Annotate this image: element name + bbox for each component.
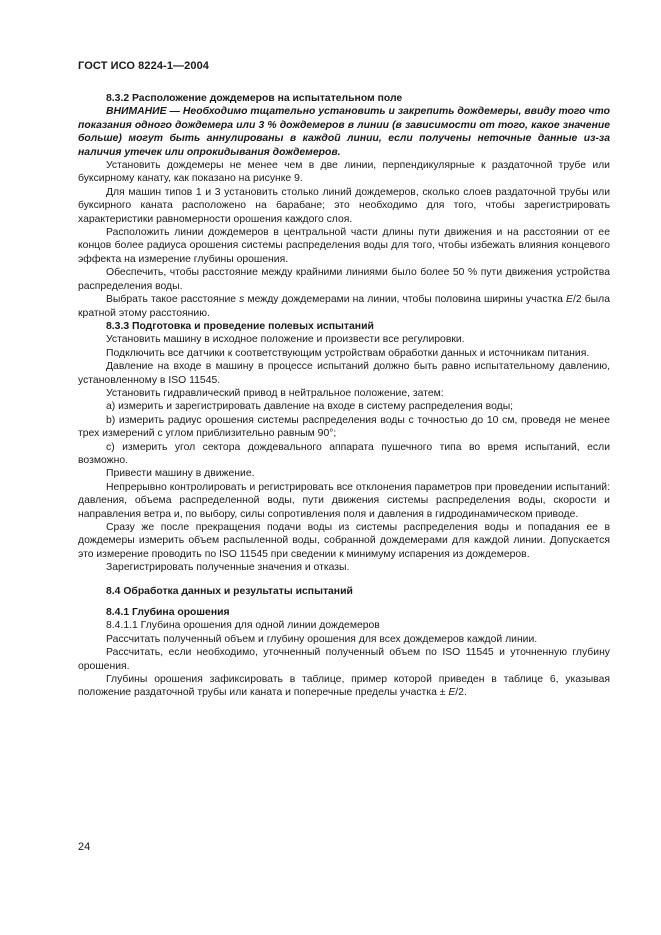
paragraph: Установить машину в исходное положение и произвести все регулировки.	[106, 334, 465, 346]
text-run: между дождемерами на линии, чтобы половина ширины участка	[244, 294, 566, 306]
paragraph	[78, 293, 610, 320]
section-heading-8-4: 8.4 Обработка данных и результаты испытаний	[106, 585, 353, 597]
section-heading-8-4-1: 8.4.1 Глубина орошения	[106, 607, 230, 619]
section-heading-8-3-2: 8.3.2 Расположение дождемеров на испытательном поле	[106, 93, 403, 104]
paragraph: Зарегистрировать полученные значения и отказы.	[106, 562, 350, 574]
paragraph: Установить гидравлический привод в нейтральное положение, затем:	[106, 387, 444, 399]
paragraph: Привести машину в движение.	[106, 468, 255, 480]
paragraph	[78, 673, 610, 700]
paragraph: Расположить линии дождемеров в центральной части длины пути движения и на расстоянии от ее концов более радиуса орошения системы распределения воды для того, чтобы избежать влияния концевого эффекта на измерение глубины орошения.	[78, 227, 610, 265]
subsection-heading-8-4-1-1: 8.4.1.1 Глубина орошения для одной линии дождемеров	[106, 620, 380, 632]
paragraph: Подключить все датчики к соответствующим устройствам обработки данных и источникам питания.	[106, 347, 590, 359]
paragraph: Сразу же после прекращения подачи воды из системы распределения воды и попадания ее в дождемеры измерить объем распыленной воды, собранной дождемерами для каждой линии. Допускается это измерение проводить по ISO 11545 при сведении к минимуму испарения из дождемеров.	[78, 522, 610, 560]
warning-paragraph: ВНИМАНИЕ — Необходимо тщательно установить и закрепить дождемеры, ввиду того что показания одного дождемера или 3 % дождемеров в линии (в зависимости от того, какое значение больше) могут быть аннулированы в каждой линии, если получены неточные данные из-за наличия утечек или опрокидывания дождемеров.	[78, 106, 610, 158]
paragraph: Давление на входе в машину в процессе испытаний должно быть равно испытательному давлению, установленному в ISO 11545.	[78, 361, 610, 386]
variable-e: E	[566, 294, 573, 306]
list-item-a: а) измерить и зарегистрировать давление на входе в систему распределения воды;	[106, 401, 514, 413]
text-run: Выбрать такое расстояние	[106, 294, 240, 306]
list-item-c: с) измерить угол сектора дождевального аппарата пушечного типа во время испытаний, если возможно.	[78, 441, 610, 466]
paragraph: Для машин типов 1 и 3 установить столько линий дождемеров, сколько слоев раздаточной трубы или буксирного каната расположено на барабане; это необходимо для того, чтобы зарегистрировать характеристики равномерности орошения каждого слоя.	[78, 186, 610, 225]
list-item-b: b) измерить радиус орошения системы распределения воды с точностью до 10 см, проведя не менее трех измерений с углом приблизительно равным 90°;	[78, 414, 610, 440]
paragraph: Рассчитать, если необходимо, уточненный полученный объем по ISO 11545 и уточненную глубину орошения.	[78, 647, 610, 672]
paragraph: Рассчитать полученный объем и глубину орошения для всех дождемеров каждой линии.	[106, 633, 538, 645]
section-heading-8-3-3: 8.3.3 Подготовка и проведение полевых испытаний	[106, 320, 374, 332]
document-header: ГОСТ ИСО 8224-1—2004	[78, 60, 210, 72]
paragraph: Непрерывно контролировать и регистрировать все отклонения параметров при проведении испытаний: давления, объема распределенной воды, пути движения системы распределения воды, скорости и направления ветра и, по выбору, силы сопротивления поля и давления в гидродинамическом приводе.	[78, 481, 610, 520]
page-number: 24	[78, 841, 91, 853]
paragraph: Обеспечить, чтобы расстояние между крайними линиями было более 50 % пути движения устройства распределения воды.	[78, 267, 610, 292]
paragraph: Установить дождемеры не менее чем в две линии, перпендикулярные к раздаточной трубе или буксирному канату, как показано на рисунке 9.	[78, 160, 610, 185]
variable-s: s	[239, 294, 245, 306]
text-run: /2 была кратной этому расстоянию.	[78, 294, 610, 319]
text-run: Глубины орошения зафиксировать в таблице, пример которой приведен в таблице 6, указывая положение раздаточной трубы или каната и поперечные пределы участка ±	[78, 674, 610, 699]
text-run: /2.	[455, 687, 467, 699]
page-body	[78, 92, 610, 700]
variable-e: E	[448, 687, 456, 699]
